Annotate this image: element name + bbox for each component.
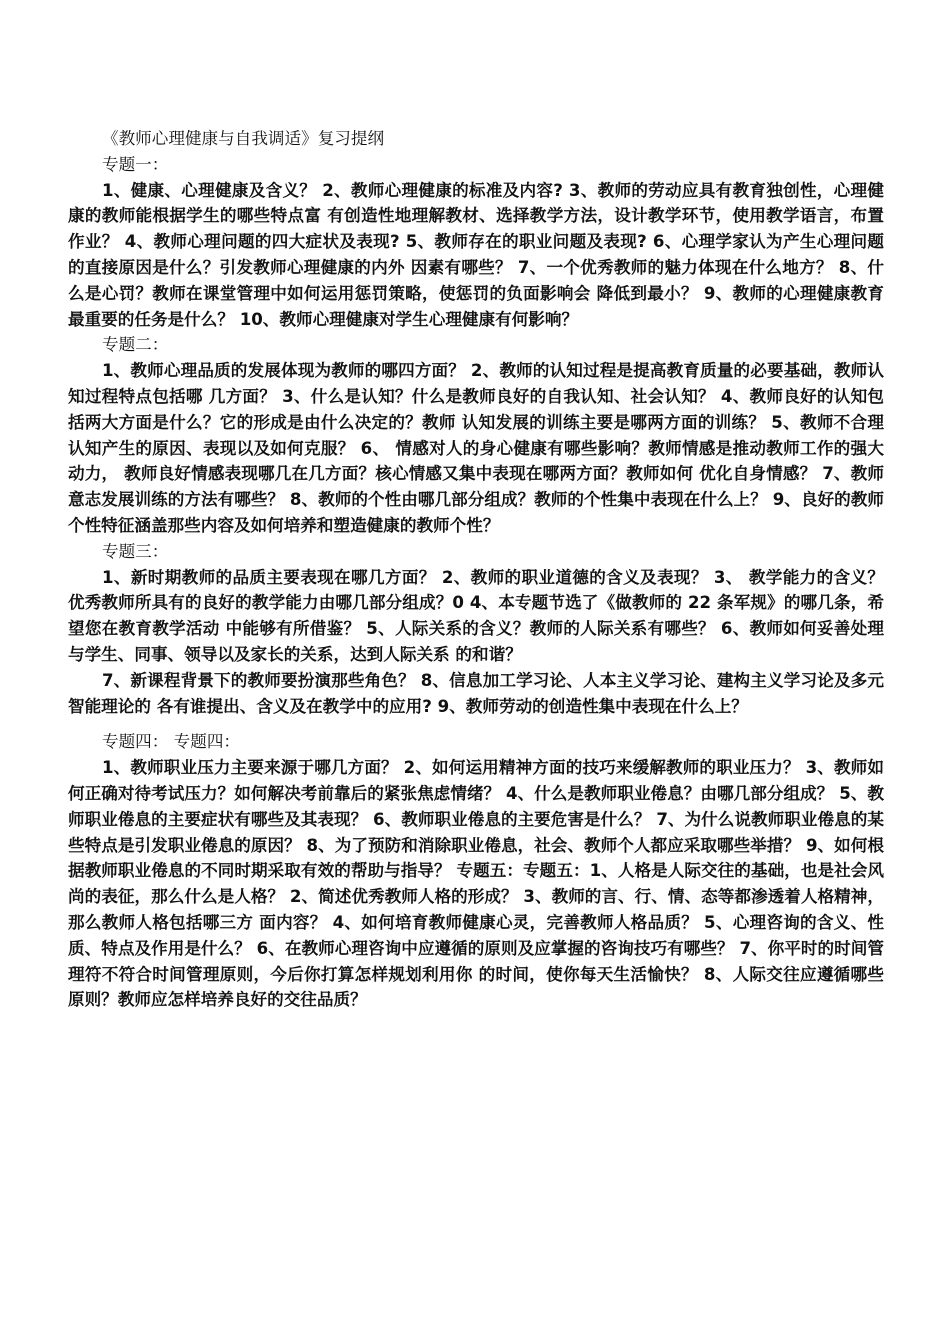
section-1 <box>68 152 884 333</box>
document-page <box>68 126 884 1013</box>
section-4 <box>68 729 884 1013</box>
section-2 <box>68 332 884 538</box>
section-3 <box>68 539 884 720</box>
section-paragraph: 7、新课程背景下的教师要扮演那些角色？ 8、信息加工学习论、人本主义学习论、建构主义学习论及多元智能理论的 各有谁提出、含义及在教学中的应用? 9、教师劳动的创造性集中表现在什么上？ <box>68 670 884 716</box>
section-heading: 专题一： <box>102 154 169 174</box>
section-paragraph: 1、健康、心理健康及含义？ 2、教师心理健康的标准及内容? 3、教师的劳动应具有教育独创性，心理健康的教师能根据学生的哪些特点富 有创造性地理解教材、选择教学方法，设计教学环节，使用教学语言，布置作业？ 4、教师心理问题的四大症状及表现? 5、教师存在的职业问题及表现? 6、心理学家认为产生心理问题的直接原因是什么？引发教师心理健康的内外 因素有哪些？ 7、一个优秀教师的魅力体现在什么地方？ 8、什么是心罚？教师在课堂管理中如何运用惩罚策略，使惩罚的负面影响会 降低到最小？ 9、教师的心理健康教育最重要的任务是什么？ 10、教师心理健康对学生心理健康有何影响？ <box>68 180 884 329</box>
document-title: 《教师心理健康与自我调适》复习提纲 <box>102 129 385 148</box>
section-paragraph: 1、教师职业压力主要来源于哪几方面？ 2、如何运用精神方面的技巧来缓解教师的职业压力？ 3、教师如何正确对待考试压力？如何解决考前靠后的紧张焦虑情绪？ 4、什么是教师职业倦息？由哪几部分组成？ 5、教师职业倦息的主要症状有哪些及其表现？ 6、教师职业倦息的主要危害是什么？ 7、为什么说教师职业倦息的某些特点是引发职业倦息的原因？ 8、为了预防和消除职业倦息，社会、教师个人都应采取哪些举措？ 9、如何根据教师职业倦息的不同时期采取有效的帮助与指导？ 专题五：专题五：1、人格是人际交往的基础，也是社会风尚的表征，那么什么是人格？ 2、简述优秀教师人格的形成？ 3、教师的言、行、情、态等都渗透着人格精神，那么教师人格包括哪三方 面内容？ 4、如何培育教师健康心灵，完善教师人格品质？ 5、心理咨询的含义、性质、特点及作用是什么？ 6、在教师心理咨询中应遵循的原则及应掌握的咨询技巧有哪些？ 7、你平时的时间管理符不符合时间管理原则，今后你打算怎样规划利用你 的时间，使你每天生活愉快？ 8、人际交往应遵循哪些原则？教师应怎样培养良好的交往品质？ <box>68 758 884 1010</box>
section-heading: 专题三： <box>102 541 169 561</box>
section-paragraph: 1、教师心理品质的发展体现为教师的哪四方面？ 2、教师的认知过程是提高教育质量的必要基础，教师认知过程特点包括哪 几方面？ 3、什么是认知？什么是教师良好的自我认知、社会认知？ 4、教师良好的认知包括两大方面是什么？它的形成是由什么决定的？教师 认知发展的训练主要是哪两方面的训练？ 5、教师不合理认知产生的原因、表现以及如何克服？ 6、 情感对人的身心健康有哪些影响？教师情感是推动教师工作的强大动力， 教师良好情感表现哪几在几方面？核心情感又集中表现在哪两方面？教师如何 优化自身情感？ 7、教师意志发展训练的方法有哪些？ 8、教师的个性由哪几部分组成？教师的个性集中表现在什么上？ 9、良好的教师个性特征涵盖那些内容及如何培养和塑造健康的教师个性？ <box>68 361 884 535</box>
section-heading: 专题四： 专题四： <box>102 732 241 752</box>
section-paragraph: 1、新时期教师的品质主要表现在哪几方面？ 2、教师的职业道德的含义及表现？ 3、 教学能力的含义？优秀教师所具有的良好的教学能力由哪几部分组成？0 4、本专题节选了《做教师的 22 条军规》的哪几条，希望您在教育教学活动 中能够有所借鉴？ 5、人际关系的含义？教师的人际关系有哪些？ 6、教师如何妥善处理与学生、同事、领导以及家长的关系，达到人际关系 的和谐？ <box>68 567 884 664</box>
section-heading: 专题二： <box>102 335 169 355</box>
